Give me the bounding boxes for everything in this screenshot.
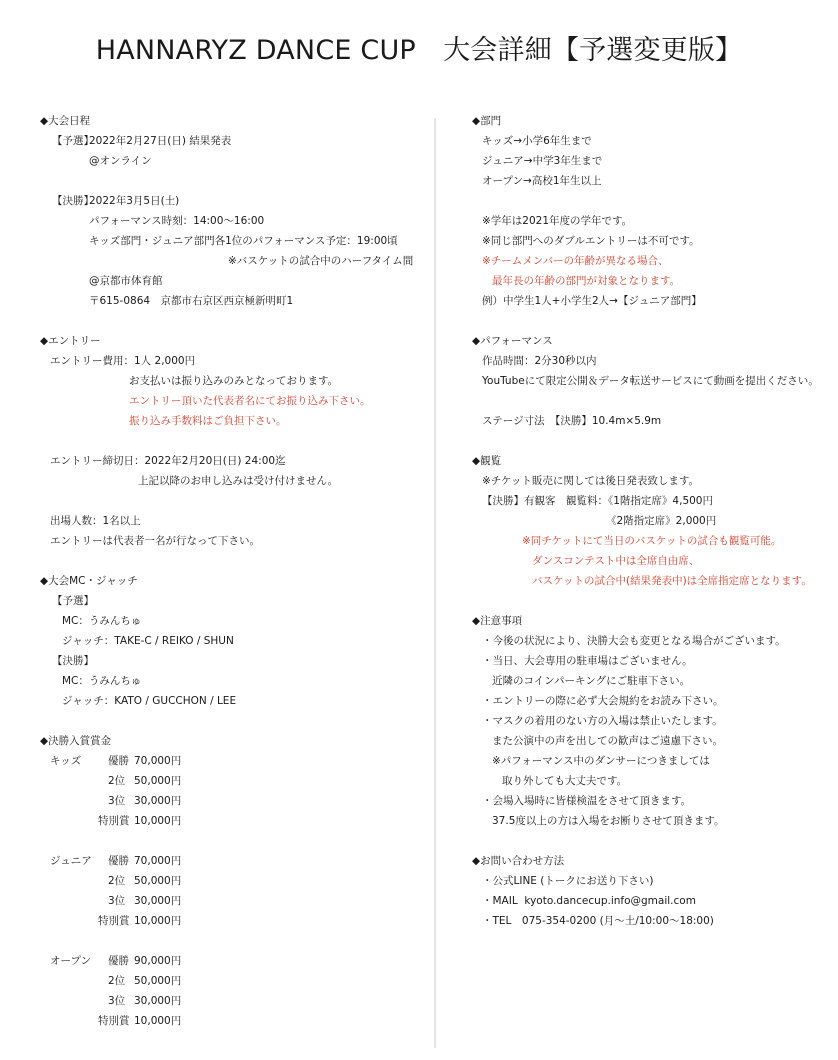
prelim-date: 2022年2月27日(日) 結果発表: [89, 135, 232, 147]
deadline-note: 上記以降のお申し込みは受け付けません。: [138, 475, 339, 487]
winners-perf: キッズ部門・ジュニア部門各1位のパフォーマンス予定：19:00頃: [89, 235, 398, 247]
contact-heading: ◆お問い合わせ方法: [472, 855, 565, 867]
division-note-red: 最年長の年齢の部門が対象となります。: [492, 275, 681, 287]
mc-final-judge: ジャッチ：KATO / GUCCHON / LEE: [62, 695, 237, 707]
mc-prelim-label: 【予選】: [52, 595, 94, 607]
performance-time: 作品時間：2分30秒以内: [482, 355, 597, 367]
division-kids: キッズ→小学6年生まで: [482, 135, 592, 147]
perf-time: パフォーマンス時刻：14:00〜16:00: [89, 215, 265, 227]
prize-group-name: キッズ: [50, 755, 82, 767]
prize-amount: 70,000円: [134, 755, 182, 767]
note-item: ・エントリーの際に必ず大会規約をお読み下さい。: [482, 695, 724, 707]
final-label: 【決勝】: [52, 195, 94, 207]
prize-place: 特別賞: [98, 815, 130, 827]
prize-amount: 30,000円: [134, 995, 182, 1007]
representative-note: エントリーは代表者一名が行なって下さい。: [50, 535, 260, 547]
mc-final-mc: MC：うみんちゅ: [62, 675, 142, 687]
prize-place: 2位: [108, 775, 126, 787]
ticket-note: ※チケット販売に関しては後日発表致します。: [482, 475, 700, 487]
venue: @京都市体育館: [89, 275, 163, 287]
prize-amount: 10,000円: [134, 1015, 182, 1027]
note-item: ・今後の状況により、決勝大会も変更となる場合がございます。: [482, 635, 786, 647]
prize-place: 2位: [108, 975, 126, 987]
stage-size: ステージ寸法 【決勝】10.4m×5.9m: [482, 415, 662, 427]
prelim-label: 【予選】: [52, 135, 94, 147]
note-item: 37.5度以上の方は入場をお断りさせて頂きます。: [492, 815, 725, 827]
mc-heading: ◆大会MC・ジャッチ: [40, 575, 138, 587]
schedule-heading: ◆大会日程: [40, 115, 91, 127]
mc-prelim-judge: ジャッチ：TAKE-C / REIKO / SHUN: [62, 635, 234, 647]
note-item: また公演中の声を出しての歓声はご遠慮下さい。: [492, 735, 723, 747]
prize-place: 優勝: [108, 855, 129, 867]
note-item: ・当日、大会専用の駐車場はございません。: [482, 655, 693, 667]
prize-place: 特別賞: [98, 1015, 130, 1027]
halftime-note: ※バスケットの試合中のハーフタイム間: [228, 255, 414, 267]
note-item: 近隣のコインパーキングにご駐車下さい。: [492, 675, 691, 687]
division-note: ※同じ部門へのダブルエントリーは不可です。: [482, 235, 700, 247]
division-junior: ジュニア→中学3年生まで: [482, 155, 603, 167]
viewing-fee-1: 【決勝】有観客 観覧料：《1階指定席》4,500円: [482, 495, 713, 507]
fee-note: 振り込み手数料はご負担下さい。: [129, 415, 287, 427]
column-divider: [434, 118, 436, 1048]
prize-amount: 90,000円: [134, 955, 182, 967]
prize-group-name: オープン: [50, 955, 92, 967]
contact-tel[interactable]: ・TEL 075-354-0200 (月〜土/10:00〜18:00): [482, 915, 714, 927]
notes-heading: ◆注意事項: [472, 615, 523, 627]
mc-prelim-mc: MC：うみんちゅ: [62, 615, 142, 627]
payment-name-note: エントリー頂いた代表者名にてお振り込み下さい。: [129, 395, 371, 407]
note-item: 取り外しても大丈夫です。: [502, 775, 628, 787]
division-note: ※学年は2021年度の学年です。: [482, 215, 633, 227]
prize-place: 2位: [108, 875, 126, 887]
entry-deadline: エントリー締切日：2022年2月20日(日) 24:00迄: [50, 455, 286, 467]
prize-place: 特別賞: [98, 915, 130, 927]
prize-amount: 50,000円: [134, 775, 182, 787]
prize-place: 3位: [108, 795, 126, 807]
viewing-note-red: ※同チケットにて当日のバスケットの試合も観覧可能。: [522, 535, 782, 547]
prize-group-name: ジュニア: [50, 855, 92, 867]
viewing-note-red: ダンスコンテスト中は全席自由席、: [532, 555, 700, 567]
divisions-heading: ◆部門: [472, 115, 502, 127]
division-example: 例）中学生1人+小学生2人→【ジュニア部門】: [482, 295, 702, 307]
prize-amount: 50,000円: [134, 875, 182, 887]
prize-place: 3位: [108, 995, 126, 1007]
division-open: オープン→高校1年生以上: [482, 175, 602, 187]
viewing-note-red: バスケットの試合中(結果発表中)は全席指定席となります。: [532, 575, 812, 587]
contact-mail[interactable]: ・MAIL kyoto.dancecup.info@gmail.com: [482, 895, 696, 907]
performance-heading: ◆パフォーマンス: [472, 335, 553, 347]
prize-place: 優勝: [108, 955, 129, 967]
prize-amount: 50,000円: [134, 975, 182, 987]
prize-amount: 10,000円: [134, 815, 182, 827]
division-note-red: ※チームメンバーの年齢が異なる場合、: [482, 255, 669, 267]
prize-amount: 70,000円: [134, 855, 182, 867]
viewing-heading: ◆観覧: [472, 455, 502, 467]
note-item: ※パフォーマンス中のダンサーにつきましては: [492, 755, 710, 767]
final-date: 2022年3月5日(土): [89, 195, 180, 207]
member-count: 出場人数：1名以上: [50, 515, 141, 527]
entry-heading: ◆エントリー: [40, 335, 101, 347]
viewing-fee-2: 《2階指定席》2,000円: [606, 515, 717, 527]
prize-place: 3位: [108, 895, 126, 907]
page-title: HANNARYZ DANCE CUP 大会詳細【予選変更版】: [95, 35, 743, 66]
prize-amount: 30,000円: [134, 795, 182, 807]
prizes-heading: ◆決勝入賞賞金: [40, 735, 112, 747]
prelim-venue: @オンライン: [89, 155, 152, 167]
prize-amount: 10,000円: [134, 915, 182, 927]
note-item: ・会場入場時に皆様検温をさせて頂きます。: [482, 795, 692, 807]
address: 〒615-0864 京都市右京区西京極新明町1: [89, 295, 294, 307]
performance-submit: YouTubeにて限定公開＆データ転送サービスにて動画を提出ください。: [482, 375, 819, 387]
contact-line: ・公式LINE (トークにお送り下さい): [482, 875, 654, 887]
mc-final-label: 【決勝】: [52, 655, 94, 667]
entry-fee: エントリー費用：1人 2,000円: [50, 355, 196, 367]
prize-place: 優勝: [108, 755, 129, 767]
payment-note: お支払いは振り込みのみとなっております。: [129, 375, 339, 387]
prize-amount: 30,000円: [134, 895, 182, 907]
note-item: ・マスクの着用のない方の入場は禁止いたします。: [482, 715, 723, 727]
